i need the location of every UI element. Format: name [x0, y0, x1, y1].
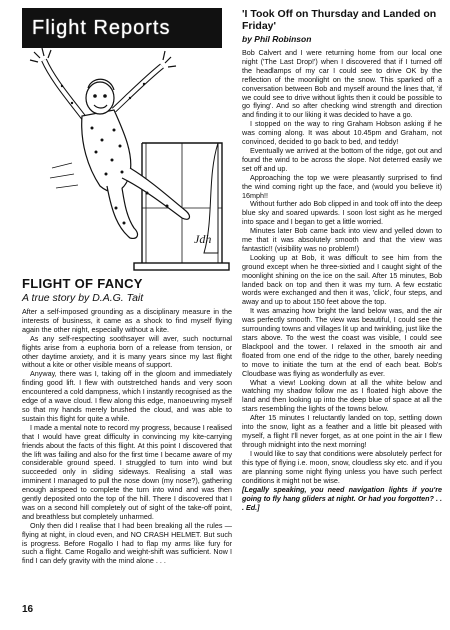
paragraph: I would like to say that conditions were absolutely perfect for this type of flying i.e. moon, snow, cloudless sky etc. and if you are planning some night flying unless you have such perfect conditions it might not be wise. — [242, 448, 442, 485]
paragraph: Anyway, there was I, taking off in the gloom and immediately finding good lift. I flew with outstretched hands and very soon encountered a cold dampness, which I instantly recognised as the edge of a wave cloud. I flew along this edge, manoeuvring myself so that my hands merely brushed the cloud, and was able to sustain this flight for quite a while. — [22, 369, 232, 423]
left-article-byline: A true story by D.A.G. Tait — [22, 292, 144, 304]
paragraph: What a view! Looking down at all the white below and watching my shadow follow me as I floated high above the land and then looking up into the deep blue of space at all the stars resembling the lights of the towns below. — [242, 377, 442, 414]
left-article-title: FLIGHT OF FANCY — [22, 276, 143, 291]
paragraph: Approaching the top we were pleasantly surprised to find the wind coming right up the face, and (would you believe it) 16mph!! — [242, 172, 442, 200]
paragraph: Minutes later Bob came back into view and yelled down to me that it was absolutely smooth and that the view was fantastic!! (visibility was no problem!) — [242, 226, 442, 253]
paragraph: Eventually we arrived at the bottom of the ridge, got out and found the wind to be across the slope. Not deterred easily we set off and up. — [242, 145, 442, 173]
paragraph: I stopped on the way to ring Graham Hobson asking if he was coming along. It was about 10.45pm and Graham, not convinced, decided to go back to bed, and teddy! — [242, 119, 442, 147]
motion-lines — [50, 163, 78, 188]
right-article-title: 'I Took Off on Thursday and Landed on Friday' — [242, 8, 437, 32]
left-column — [22, 8, 232, 566]
right-article-byline: by Phil Robinson — [242, 34, 312, 44]
paragraph: It was amazing how bright the land below was, and the air was perfectly smooth. The view was beautiful, I could see the surrounding towns and villages lit up and twinkling, just like the stars above. To the west the coast was visible, I could see Blackpool and the tower. I relaxed in the smooth air and floated from one end of the ridge to the other, barely needing to move to initiate the turn at the end of each beat. Bob's Cloudbase was flying as wonderfully as ever. — [242, 306, 442, 378]
paragraph: Bob Calvert and I were returning home from our local one night ('The Last Drop!') when I discovered that if I turned off the headlamps of my car I could see to drive OK by the reflection of the moonlight on the snow. This sparked off a conversation between Bob and myself around the lines that, 'if we could see to drive without lights then it could be possible to go flying'. And so after checking wind strength and direction and finding it to our liking it was decided to have a go. — [242, 48, 442, 120]
cartoon-signature: Jdh — [194, 232, 212, 246]
section-header: Flight Reports — [22, 8, 222, 48]
paragraph: I made a mental note to record my progress, because I realised that I would have great difficulty in convincing my kite-carrying friends about the facts of this flight. At this point I discovered that the lift was failing and also for the first time I became aware of my considerable ground speed. I struggled to turn into wind but succeeded only in sliding sideways. Realising a stall was imminent I managed to pull the nose down (my nose?), gathering enough airspeed to complete the turn into wind and was then gently deposited onto the top of the hill. There I discovered that I was on a second hill completely out of sight of the take-off point, and breathless but completely unharmed. — [22, 422, 232, 521]
editor-note: [Legally speaking, you need navigation lights if you're going to fly hang gliders at night. Or had you forgotten? . . . Ed.] — [242, 485, 442, 513]
paragraph: After 15 minutes I reluctantly landed on top, settling down into the snow, light as a feather and a little bit pleased with myself, a flight I'll never forget, as at one point in the air I flew through midnight into the next morning! — [242, 413, 442, 449]
right-column — [242, 8, 442, 513]
paragraph: Only then did I realise that I had been breaking all the rules — flying at night, in cloud even, and NO CRASH HELMET. But such is progress. Before Rogallo I had to flap my arms like fury for such a flight. Came Rogallo and weight-shift was sufficient. Now I find I can defy gravity with the mind alone . . . — [22, 520, 232, 566]
paragraph: After a self-imposed grounding as a disciplinary measure in the interests of business, it came as a shock to find myself flying again the other night, especially without a kite. — [22, 307, 232, 334]
flying-man-cartoon — [22, 48, 232, 273]
page-number: 16 — [22, 604, 34, 615]
right-article-body — [242, 49, 442, 513]
left-article-body — [22, 308, 232, 566]
paragraph: Without further ado Bob clipped in and took off into the deep blue sky and soared upwards. I soon lost sight as he merged into space and I began to get a little worried. — [242, 199, 442, 227]
paragraph: As any self-respecting soothsayer will aver, such nocturnal flights arise from a euphoria born of a release from tension, or other daytime anxiety, and it is many years since my last flight without a kite or other visible means of support. — [22, 333, 232, 370]
paragraph: Looking up at Bob, it was difficult to see him from the ground except when he three-sixtied and I caught sight of the moonlight shining on the ice on the sail. After 15 minutes, Bob landed back on top and then it was my turn. A few ecstatic words were exchanged and then it was, 'click', four steps, and away and up to about 150 feet above the top. — [242, 252, 442, 307]
